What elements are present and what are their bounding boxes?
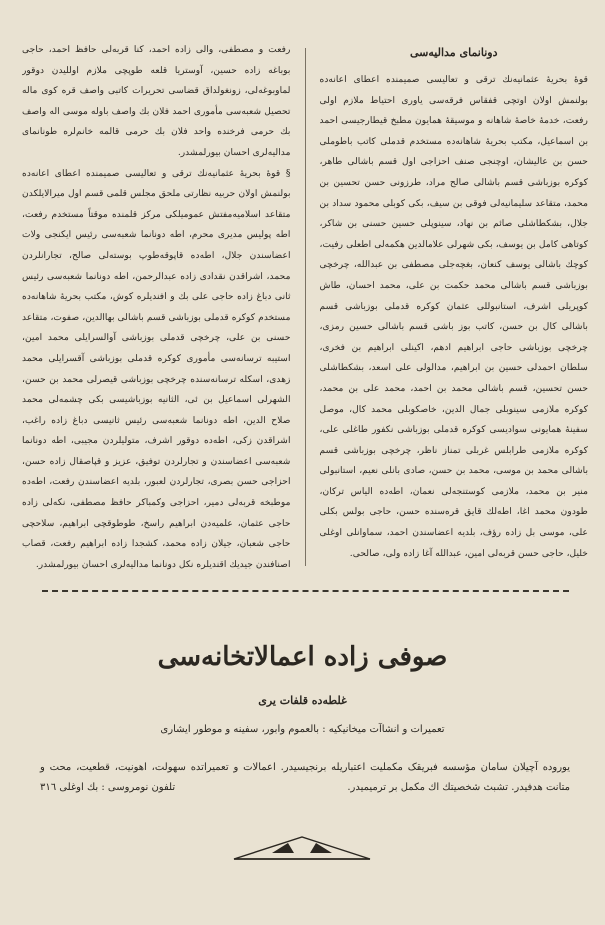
ad-services: تعمیرات و انشاآت میخانیکیه : بالعموم وابور، سفینه و موطور ایشاری — [160, 724, 445, 735]
section-divider — [42, 590, 569, 592]
ad-body: یوروده آچیلان سامان مؤسسه فبریقک مکملیت اعتباریله برنجیسیدر. اعمالات و تعمیراتده سهولت، اهونیت، قطعیت، محت و متانت هدفیدر. تشبث شخصیتك اك مکمل بر ترمیمیدر. — [40, 762, 570, 793]
ad-title: صوفی زاده اعمالاتخانه‌سی — [157, 642, 448, 672]
article-columns — [22, 40, 588, 580]
ornament-icon — [232, 833, 372, 861]
column-divider — [305, 48, 306, 566]
ad-phone: تلفون نومروسی : بك اوغلی ۳۱٦ — [40, 782, 176, 793]
article-right-column — [320, 40, 589, 580]
article-left-paragraph-2: § قوهٔ بحریهٔ عثمانیه‌نك ترقی و تعالیسی صمیمنده اعطای اعانه‌ده بولنمش اولان حربیه نظارتی ملحق مجلس قلمی قسم اول میرالایلکدن متقاعد اسلامیه‌مفتش عمومیلکی مرکز قلمنده موقتاً مستخدم رفعت، اطه پولیس مدیری محرم، اطه دونانما شعبه‌سی رئیس ایکنجی ولات اعضاسندن جلال، اطه‌ده قاپوقه‌طوپ بوسته‌لی صالح، تجارانلردن محمد، اشراقدن نقدادی زاده عبدالرحمن، اطه دونانما شعبه‌سی رئیس ثانی دباغ زاده حاجی علی بك و افندیلره کوش، مکتب بحریهٔ شاهانه‌ده مستخدم کوکره قدملی بوزباشی قسم باشالی بهاالدین، صفوت، متقاعد حسنی بن علی، چرخچی قدملی بوزباشی آوالسرایلی محمد امین، استیبه ترسانه‌سی مأموری کوکره قدملی بوزباشی آقسرایلی محمد زهدی، اسکله ترسانه‌سنده چرخچی بوزباشی قیصرلی محمد بن حسن، الشهرلی اسماعیل بن ئی، الثانیه بوزباشیسی بکی چشمه‌لی محمد صلاح الدین، اطه دونانما شعبه‌سی رئیس ثانیسی دباغ زاده راغب، اشراقدن زکی، اطه‌ده دوقور اشرف، متولیلردن مجیبی، اطه دونانما شعبه‌سی اعضاسندن و تجارلردن توفیق، عزیز و قپاصقال زاده حسن، احزاجی حسن بصری، تجارلردن لعبور، بلدیه اعضاسندن رفعت، اطه‌ده موطبخه قربه‌لی دمیر، احزاجی وکمباکر حافظ مصطفی، نکه‌لی زاده حاجی عثمان، علمیه‌دن ابراهیم راسخ، طوطوقچی ابراهیم، سلاحچی حاجی شعبان، جیلان زاده محمد، کشجدا زاده ابراهیم رفعت، قصاب اصنافندن جیدیك اقندیلره نکل دونانما مدالیه‌لری احسان بیورلمشدر. — [22, 167, 291, 570]
article-right-text: قوهٔ بحریهٔ عثمانیه‌نك ترقی و تعالیسی صمیمنده اعطای اعانه‌ده بولنمش اولان اوتچی قفقاس فرقه‌سی یاوری احتیاط ملازم اولی رفعت، خدمهٔ خاصهٔ شاهانه و موسیقهٔ همایون مطبخ قیطارجیسی احمد بن اسماعیل، مکتب بحریهٔ شاهانه‌ده مستخدم قدملی کاتب باطوملی حسن بن عالیشان، اوچنجی صنف احزاجی اول قسم باشالی طاهر، کوکره بوزباشی قسم باشالی صالح مراد، طرزونی حسن تحسین بن محمد، متقاعد سلیمانیه‌لی فوقی بن سیف، بکی کوبلی محمود سداد بن جلال، بشکطاشلی صائم بن نهاد، سینوپلی حسین حسنی بن شاکر، کوتاهی کامل بن یوسف، بکی شهرلی علامالدین هکمه‌لی اطعلی رفیت، کوچك باشالی یوسف کنعان، بغچه‌جلی مصطفی بن عبدالله، چرخچی بوزباشی قسم باشالی محمد حکمت بن علی، محمد احسان، طاش کوپریلی اشرف، استانبوللی عثمان کوکره قدملی بوزباشی قسم باشالی کال بن حسن، کاتب بوز باشی قسم باشالی حسین رمزی، چرخچی بوزباشی حاجی ابراهیم ادهم، اکینلی ابراهیم بن فخری، سلطان احمدلی حسین بن ابراهیم، مدالولی علی اسعد، بشکطاشلی حسن تحسین، قسم باشالی محمد بن احمد، محمد علی بن محمد، کوکره ملازمی سینوبلی جمال الدین، خاصکوبلی محمد کال، موصل سفینهٔ همایونی سوادیسی کوکره قدملی بوزباشی نکفور طاغلی علی، کوکره ملازمی طرابلس غربلی تمناز ناظر، چرخچی بوزباشی قسم باشالی محمد بن موسی، محمد بن حسن، صادی بانلی نعیم، استانبولی منیر بن محمد، ملازمی کوستنجه‌لی نعمان، اطه‌ده الیاس ترکان، طودون محمد اغا، اطه‌لك قایق قره‌سنده حسن، حاجی بولس بکلی علی، موسی بل زاده رؤف، بلدیه اعضاسندن احمد، سماوانلی اوغلی خلیل، حاجی حسن قربه‌لی امین، عبدالله آغا زاده ولی، صالحی. — [319, 74, 588, 559]
ad-subtitle: غلطه‌ده قلفات یری — [258, 694, 347, 707]
article-left-paragraph-1: رفعت و مصطفی، والی زاده احمد، کنا قربه‌لی حافظ احمد، حاجی بوباغه زاده حسین، آوستریا قلعه طوپچی ملازم اوللیدن دوقور لماوبوغه‌لی، زونغولداق قضاسی تحریرات کاتبی واصف قره کوی ماله تحصیل شعبه‌سی مأموری احمد فلان بك واصف باوله موسی اله واصف بك حرمی فرخنده واحد فلان بك حرمی قالمه خانم‌لره طونانمای مدالیه‌لری احسان بیورلمشدر. — [22, 44, 291, 158]
article-left-column — [22, 40, 291, 580]
article-heading: دونانمای مدالیه‌سی — [409, 46, 498, 59]
